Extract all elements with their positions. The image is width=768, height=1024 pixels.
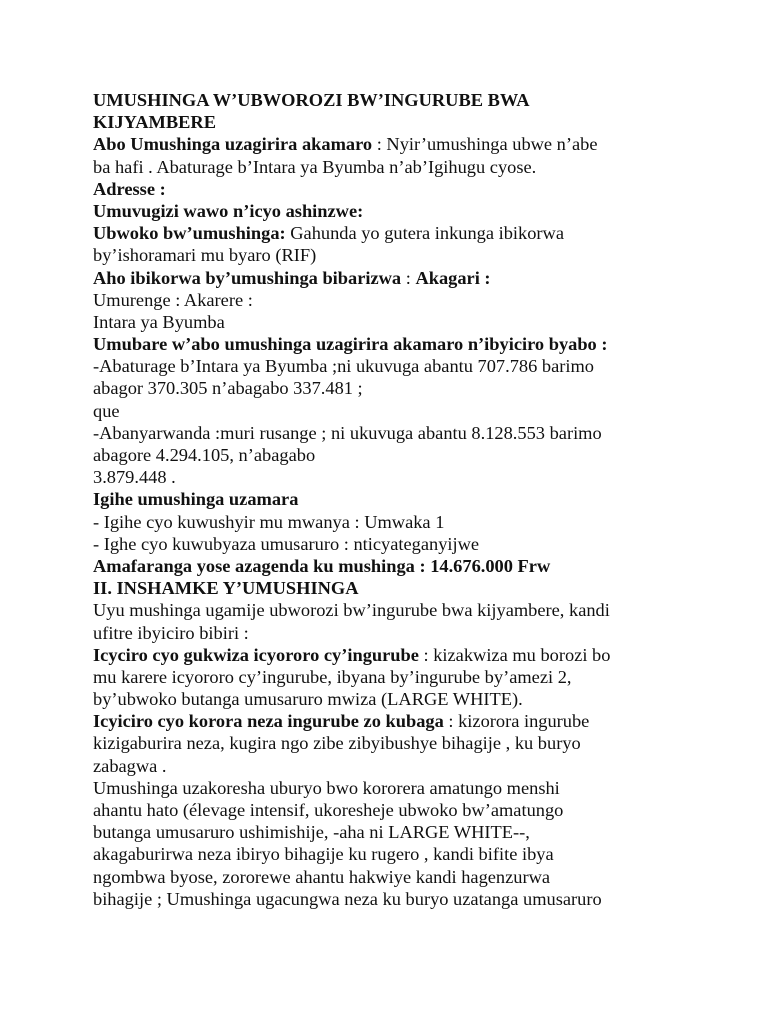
project-type-text: Gahunda yo gutera inkunga ibikorwa — [285, 223, 564, 244]
umurenge-line: Umurenge : Akarere : — [93, 289, 253, 310]
phase1-paragraph — [93, 644, 693, 666]
beneficiaries-text-2: ba hafi . Abaturage b’Intara ya Byumba n’ab’Igihugu cyose. — [93, 156, 537, 177]
byumba-line-2: abagor 370.305 n’abagabo 337.481 ; — [93, 378, 363, 399]
phase2-text-3: zabagwa . — [93, 755, 167, 776]
phase1-label: Icyciro cyo gukwiza icyororo cy’ingurube — [93, 644, 419, 665]
location-label: Aho ibikorwa by’umushinga bibarizwa — [93, 267, 402, 288]
method-line-1: Umushinga uzakoresha uburyo bwo kororera amatungo menshi — [93, 777, 560, 798]
method-line-6: bihagije ; Umushinga ugacungwa neza ku buryo uzatanga umusaruro — [93, 888, 602, 909]
intro-line-2: ufitre ibyiciro bibiri : — [93, 622, 249, 643]
budget-line: Amafaranga yose azagenda ku mushinga : 14.676.000 Frw — [93, 555, 551, 576]
intara-line: Intara ya Byumba — [93, 311, 225, 332]
document-title-line-2: KIJYAMBERE — [93, 112, 216, 133]
phase1-text-3: by’ubwoko butanga umusaruro mwiza (LARGE WHITE). — [93, 689, 523, 710]
rwanda-line-1: -Abanyarwanda :muri rusange ; ni ukuvuga abantu 8.128.553 barimo — [93, 422, 602, 443]
project-type-label: Ubwoko bw’umushinga: — [93, 223, 286, 244]
method-line-2: ahantu hato (élevage intensif, ukoresheje ubwoko bw’amatungo — [93, 800, 564, 820]
beneficiaries-label: Abo Umushinga uzagirira akamaro — [93, 134, 373, 155]
duration-line-2: - Ighe cyo kuwubyaza umusaruro : nticyateganyijwe — [93, 533, 480, 554]
beneficiary-count-label: Umubare w’abo umushinga uzagirira akamaro n’ibyiciro byabo : — [93, 334, 608, 355]
phase1-text-2: mu karere icyororo cy’ingurube, ibyana by’ingurube by’amezi 2, — [93, 666, 572, 687]
duration-line-1: - Igihe cyo kuwushyir mu mwanya : Umwaka 1 — [93, 511, 445, 532]
phase1-text-1: : kizakwiza mu borozi bo — [418, 644, 611, 665]
location-paragraph — [93, 267, 693, 289]
method-line-3: butanga umusaruro ushimishije, -aha ni LARGE WHITE--, — [93, 822, 530, 843]
rwanda-line-3: 3.879.448 . — [93, 467, 176, 488]
beneficiaries-paragraph — [93, 133, 693, 155]
phase2-label: Icyiciro cyo korora neza ingurube zo kubaga — [93, 711, 444, 732]
location-separator: : — [401, 267, 416, 288]
rwanda-line-2: abagore 4.294.105, n’abagabo — [93, 445, 316, 465]
duration-label: Igihe umushinga uzamara — [93, 489, 299, 510]
intro-line-1: Uyu mushinga ugamije ubworozi bw’ingurube bwa kijyambere, kandi — [93, 600, 610, 621]
phase2-text-1: : kizorora ingurube — [443, 711, 590, 732]
que-line: que — [93, 400, 120, 421]
address-label: Adresse : — [93, 178, 166, 199]
beneficiaries-text: : Nyir’umushinga ubwe n’abe — [372, 134, 598, 155]
document-title-line-1: UMUSHINGA W’UBWOROZI BW’INGURUBE BWA — [93, 90, 530, 110]
section2-heading: II. INSHAMKE Y’UMUSHINGA — [93, 578, 359, 599]
project-type-text-2: by’ishoramari mu byaro (RIF) — [93, 245, 317, 266]
byumba-line-1: -Abaturage b’Intara ya Byumba ;ni ukuvuga abantu 707.786 barimo — [93, 356, 595, 377]
method-line-4: akagaburirwa neza ibiryo bihagije ku rugero , kandi bifite ibya — [93, 844, 554, 865]
akagari-label: Akagari : — [415, 267, 491, 288]
phase2-text-2: kizigaburira neza, kugira ngo zibe zibyibushye bihagije , ku buryo — [93, 733, 581, 754]
project-type-paragraph — [93, 222, 693, 244]
method-line-5: ngombwa byose, zororewe ahantu hakwiye kandi hagenzurwa — [93, 866, 551, 887]
phase2-paragraph — [93, 710, 693, 732]
document-body — [93, 89, 693, 910]
owner-label: Umuvugizi wawo n’icyo ashinzwe: — [93, 200, 364, 221]
